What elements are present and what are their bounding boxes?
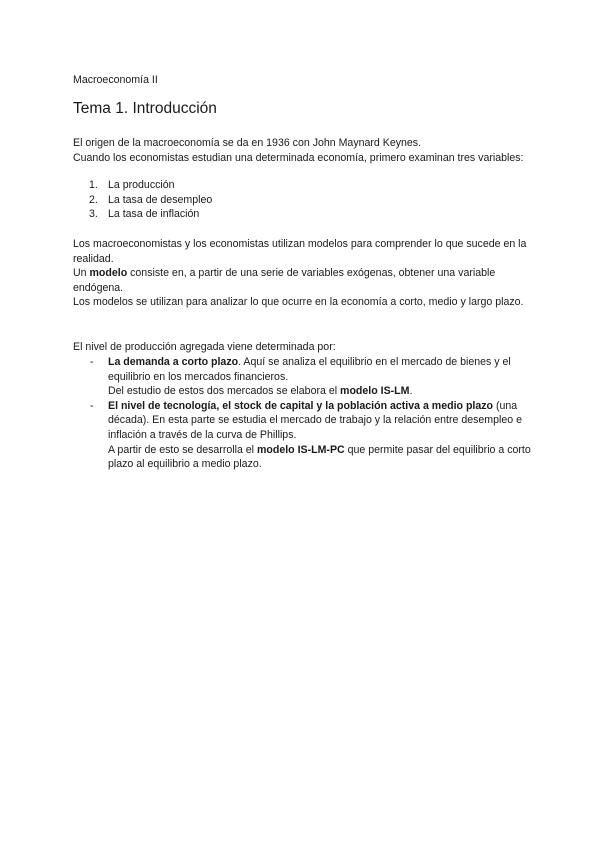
models-paragraph-2: [73, 266, 543, 295]
variables-list: [73, 178, 212, 222]
item-text: (una década). En esta parte se estudia el mercado de trabajo y la relación entre desempleo e inflación a través de la curva de Phillips.: [108, 399, 522, 441]
text-run: Un: [73, 267, 90, 279]
bold-term-modelo-is-lm: modelo IS-LM: [340, 385, 410, 398]
text-run: Del estudio de estos dos mercados se elabora el: [108, 385, 341, 398]
intro-line-1: El origen de la macroeconomía se da en 1936 con John Maynard Keynes.: [73, 137, 422, 149]
page-title: Tema 1. Introducción: [73, 100, 217, 117]
list-item-label: La tasa de desempleo: [108, 193, 213, 206]
text-run: consiste en, a partir de una serie de variables exógenas, obtener una variable endógena.: [73, 267, 496, 294]
list-item-label: La tasa de inflación: [108, 208, 200, 221]
list-item-label: La producción: [108, 179, 175, 191]
text-run: que permite pasar del equilibrio a corto plazo al equilibrio a medio plazo.: [108, 443, 531, 471]
list-number: 1.: [89, 179, 98, 191]
bold-term-modelo-is-lm-pc: modelo IS-LM-PC: [256, 443, 345, 456]
intro-paragraph: [73, 136, 543, 165]
dash-marker: -: [90, 356, 94, 368]
list-number: 3.: [89, 208, 98, 221]
item-subtext: [108, 384, 533, 399]
bold-term: La demanda a corto plazo: [108, 356, 239, 368]
document-header: Macroeconomía II: [73, 74, 158, 86]
text-run: .: [409, 385, 413, 398]
dash-marker: -: [90, 399, 94, 412]
list-item: [73, 207, 212, 222]
item-subtext: [108, 443, 533, 472]
list-item: [73, 193, 212, 208]
bold-term: El nivel de tecnología, el stock de capital y la población activa a medio plazo: [108, 399, 494, 412]
models-paragraph-1: Los macroeconomistas y los economistas utilizan modelos para comprender lo que sucede en la realidad.: [73, 238, 527, 265]
models-paragraph-3: Los modelos se utilizan para analizar lo que ocurre en la economía a corto, medio y largo plazo.: [73, 296, 524, 308]
text-run: A partir de esto se desarrolla el: [108, 443, 257, 456]
item-text: . Aquí se analiza el equilibrio en el mercado de bienes y el equilibrio en los mercados financieros.: [108, 356, 511, 383]
list-item: [73, 399, 533, 472]
list-item: [73, 178, 212, 193]
list-number: 2.: [89, 193, 98, 206]
production-intro: El nivel de producción agregada viene determinada por:: [73, 341, 336, 353]
production-factors-list: [73, 355, 533, 472]
bold-term-modelo: modelo: [89, 267, 128, 279]
list-item: [73, 355, 533, 399]
intro-line-2: Cuando los economistas estudian una determinada economía, primero examinan tres variables:: [73, 151, 524, 164]
